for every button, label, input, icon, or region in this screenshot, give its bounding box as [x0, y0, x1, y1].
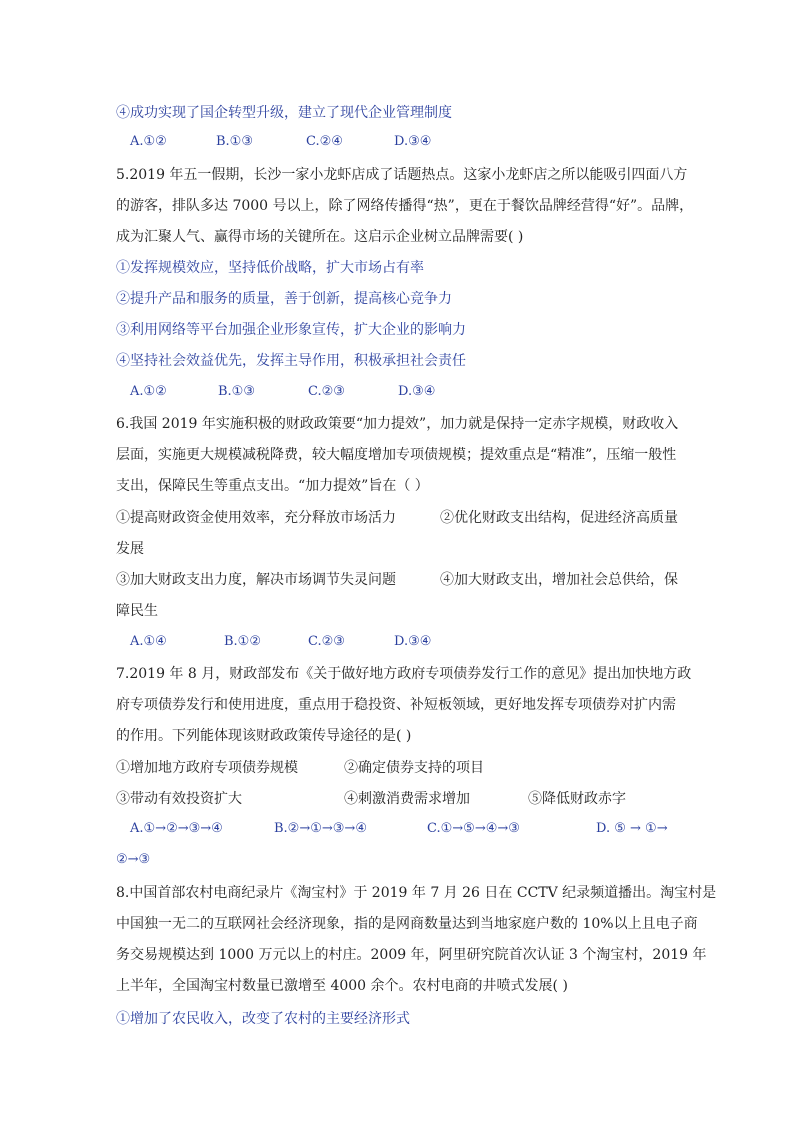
q6-item-2: ②优化财政支出结构，促进经济高质量 — [440, 510, 678, 526]
q4-choice-c: C.②④ — [306, 134, 343, 149]
q7-stem-line-1: 7.2019 年 8 月，财政部发布《关于做好地方政府专项债券发行工作的意见》提出加快地方政 — [116, 666, 692, 682]
q7-choice-d-cont: ②→③ — [116, 852, 151, 867]
q6-item-4: ④加大财政支出，增加社会总供给，保 — [440, 572, 678, 588]
q5-stem-line-3: 成为汇聚人气、赢得市场的关键所在。这启示企业树立品牌需要( ) — [116, 229, 524, 245]
q7-choice-c: C.①→⑤→④→③ — [427, 821, 520, 836]
q7-item-4: ④刺激消费需求增加 — [344, 791, 470, 807]
q5-item-4: ④坚持社会效益优先，发挥主导作用，积极承担社会责任 — [116, 353, 466, 369]
q6-stem-line-2: 层面，实施更大规模减税降费，较大幅度增加专项债规模；提效重点是“精准”，压缩一般性 — [116, 447, 677, 463]
q6-stem-line-3: 支出，保障民生等重点支出。“加力提效”旨在（ ） — [116, 478, 429, 494]
q5-choice-b: B.①③ — [218, 384, 255, 399]
q4-choice-a: A.①② — [130, 134, 167, 149]
q7-item-2: ②确定债券支持的项目 — [344, 760, 484, 776]
q7-item-3: ③带动有效投资扩大 — [116, 791, 242, 807]
q6-choice-d: D.③④ — [394, 634, 432, 649]
q8-stem-line-4: 上半年，全国淘宝村数量已激增至 4000 余个。农村电商的井喷式发展( ) — [116, 978, 568, 994]
q5-item-2: ②提升产品和服务的质量，善于创新，提高核心竞争力 — [116, 291, 452, 307]
q6-item-2-cont: 发展 — [116, 541, 144, 557]
q7-choice-b: B.②→①→③→④ — [274, 821, 367, 836]
q7-item-1: ①增加地方政府专项债券规模 — [116, 760, 298, 776]
q8-stem-line-3: 务交易规模达到 1000 万元以上的村庄。2009 年，阿里研究院首次认证 3 个淘宝村，2019 年 — [116, 947, 707, 963]
q7-stem-line-3: 的作用。下列能体现该财政政策传导途径的是( ) — [116, 728, 412, 744]
q6-choice-a: A.①④ — [130, 634, 167, 649]
q4-item-4: ④成功实现了国企转型升级，建立了现代企业管理制度 — [116, 105, 452, 121]
q8-stem-line-2: 中国独一无二的互联网社会经济现象，指的是网商数量达到当地家庭户数的 10%以上且电子商 — [116, 916, 698, 932]
q6-item-1: ①提高财政资金使用效率，充分释放市场活力 — [116, 510, 396, 526]
q6-item-3: ③加大财政支出力度，解决市场调节失灵问题 — [116, 572, 396, 588]
q5-stem-line-1: 5.2019 年五一假期，长沙一家小龙虾店成了话题热点。这家小龙虾店之所以能吸引四面八方 — [116, 167, 688, 183]
q5-stem-line-2: 的游客，排队多达 7000 号以上，除了网络传播得“热”，更在于餐饮品牌经营得“好”。品牌， — [116, 198, 694, 214]
q5-choice-a: A.①② — [130, 384, 167, 399]
q5-choice-d: D.③④ — [398, 384, 436, 399]
q5-item-3: ③利用网络等平台加强企业形象宣传，扩大企业的影响力 — [116, 322, 466, 338]
q7-choice-a: A.①→②→③→④ — [130, 821, 223, 836]
q8-stem-line-1: 8.中国首部农村电商纪录片《淘宝村》于 2019 年 7 月 26 日在 CCTV 纪录频道播出。淘宝村是 — [116, 885, 717, 901]
q6-stem-line-1: 6.我国 2019 年实施积极的财政政策要“加力提效”，加力就是保持一定赤字规模，财政收入 — [116, 416, 679, 432]
q5-item-1: ①发挥规模效应，坚持低价战略，扩大市场占有率 — [116, 260, 424, 276]
q4-choice-b: B.①③ — [216, 134, 253, 149]
q7-choice-d: D. ⑤ → ①→ — [596, 821, 668, 836]
q8-item-1: ①增加了农民收入，改变了农村的主要经济形式 — [116, 1011, 410, 1027]
q6-item-4-cont: 障民生 — [116, 603, 158, 619]
q5-choice-c: C.②③ — [308, 384, 345, 399]
q7-stem-line-2: 府专项债券发行和使用进度，重点用于稳投资、补短板领域，更好地发挥专项债券对扩内需 — [116, 697, 676, 713]
q6-choice-c: C.②③ — [308, 634, 345, 649]
q4-choice-d: D.③④ — [394, 134, 432, 149]
q6-choice-b: B.①② — [224, 634, 261, 649]
q7-item-5: ⑤降低财政赤字 — [528, 791, 626, 807]
